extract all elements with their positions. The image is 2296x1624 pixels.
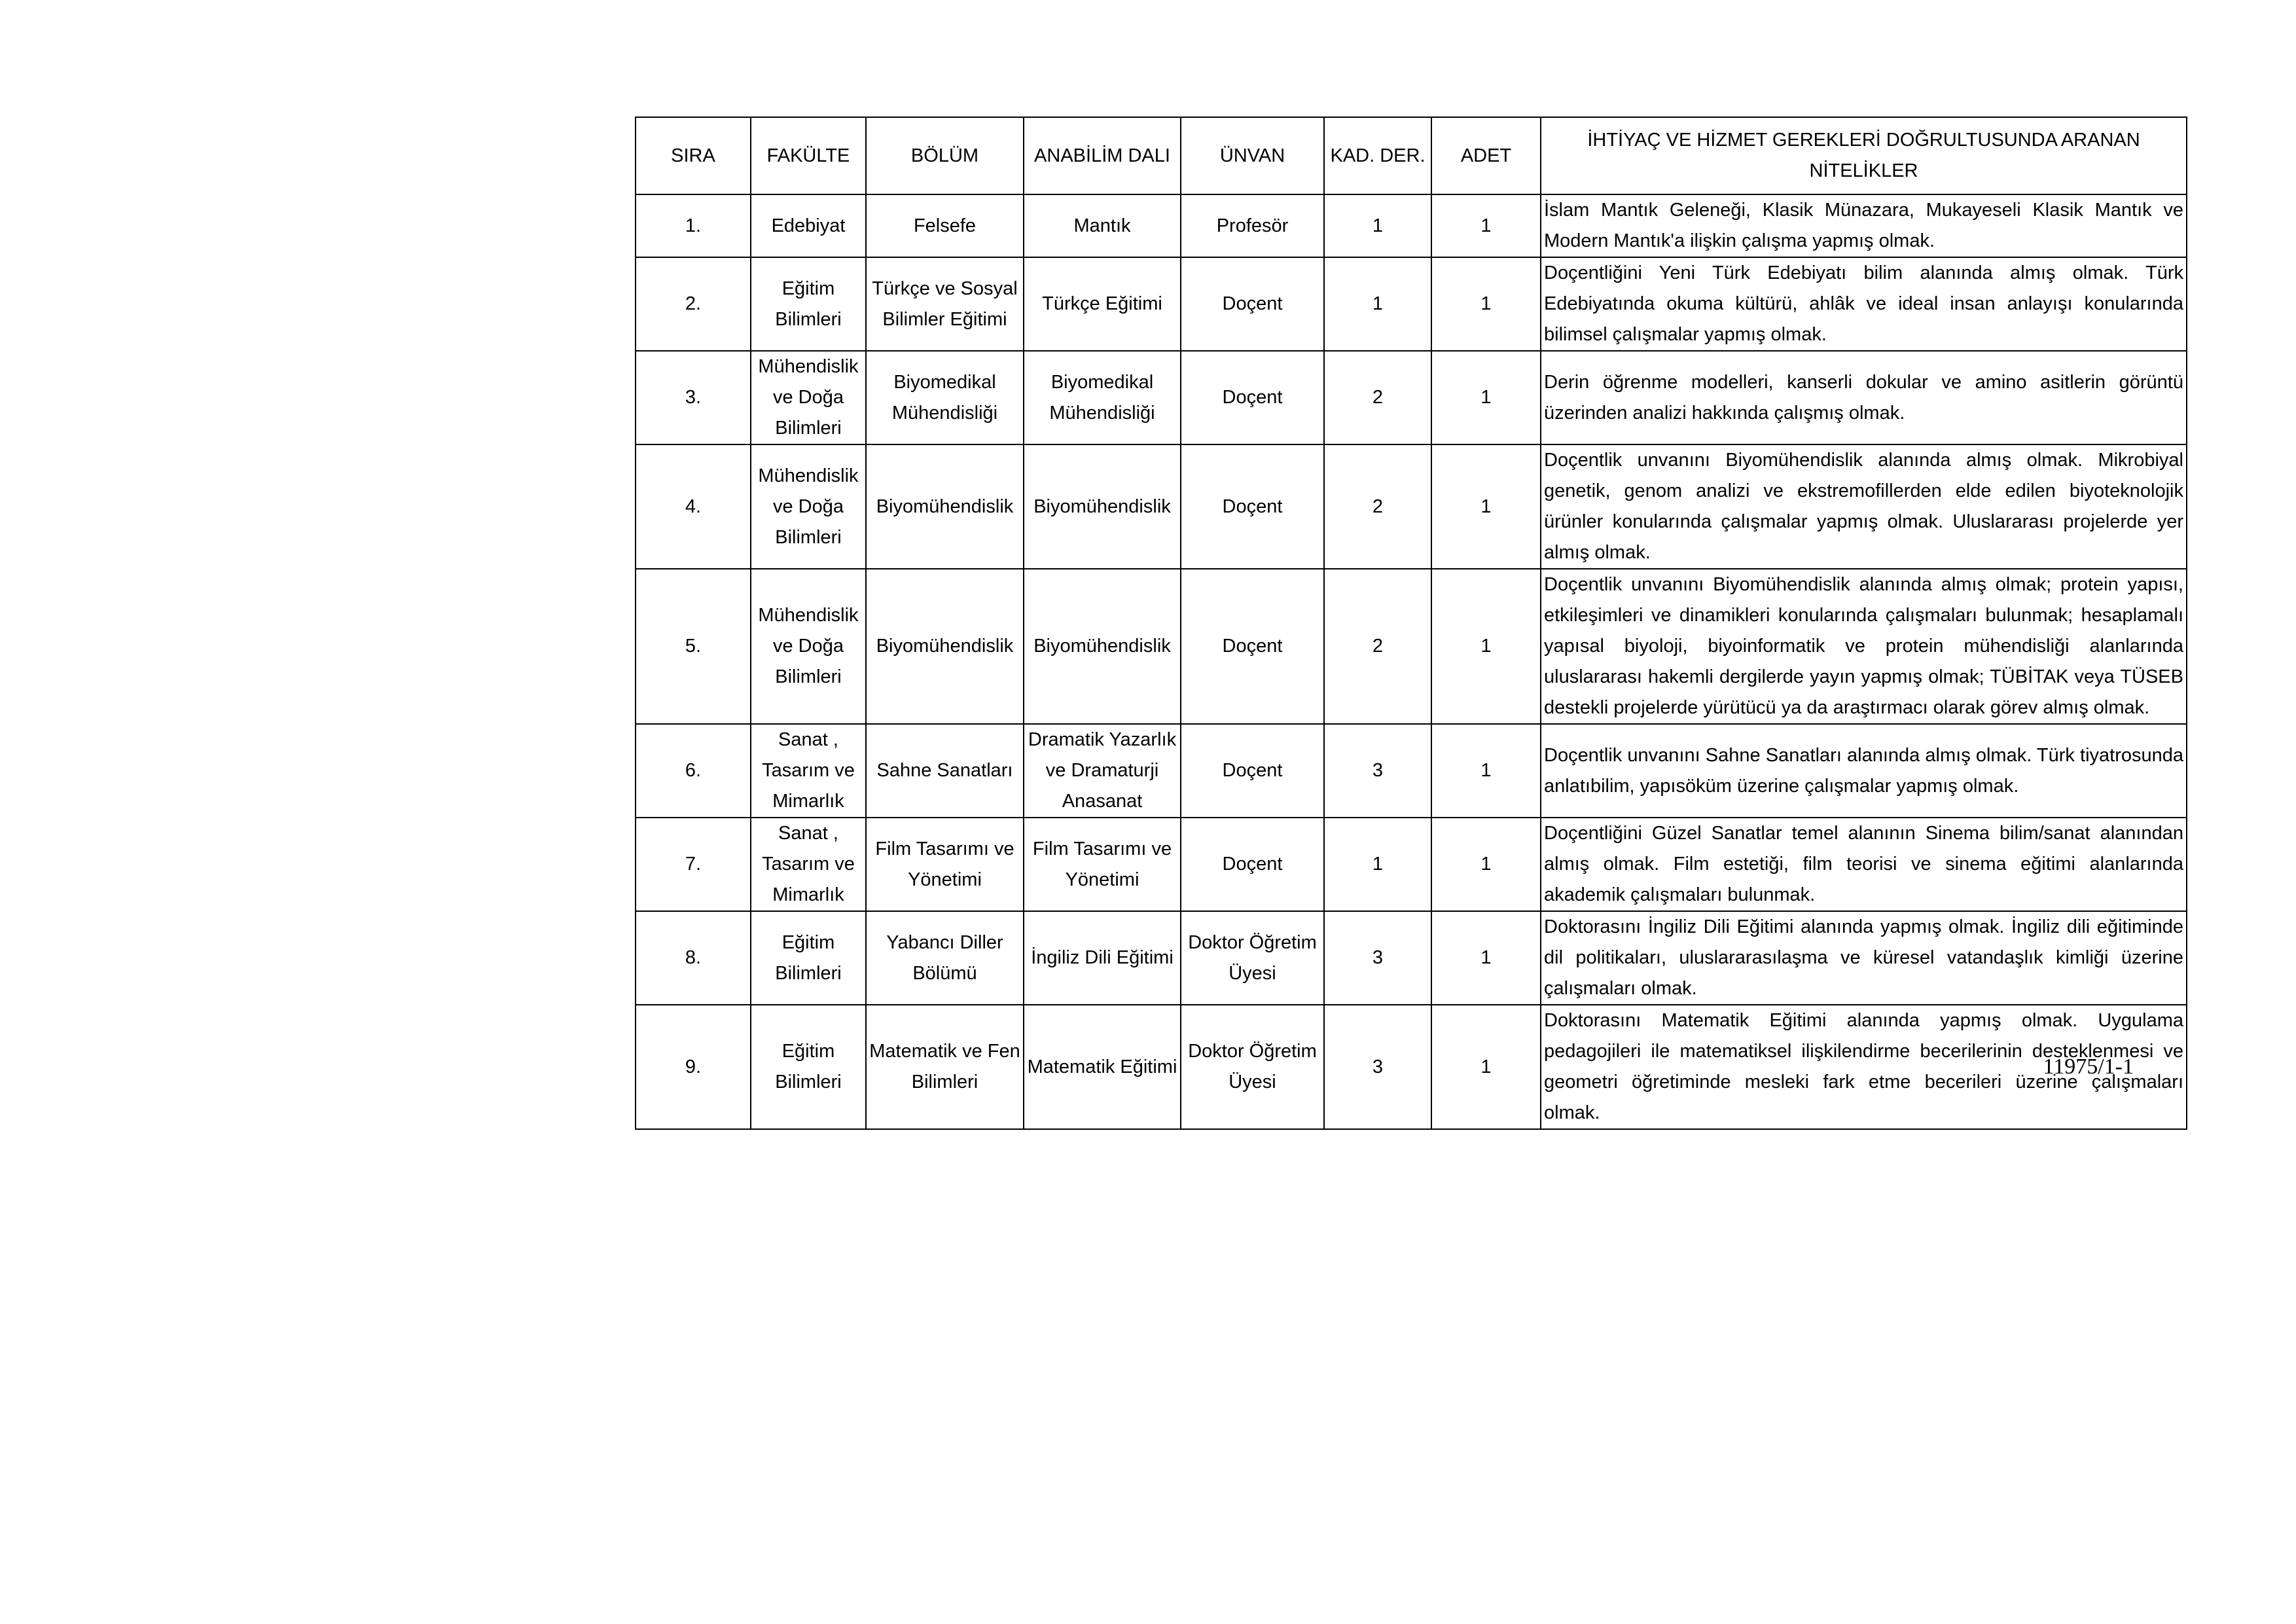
cell-anabilim-dali: Biyomedikal Mühendisliği [1024,351,1181,444]
cell-adet: 1 [1431,444,1541,569]
cell-bolum: Biyomühendislik [866,444,1024,569]
cell-anabilim-dali: Biyomühendislik [1024,444,1181,569]
cell-fakulte: Eğitim Bilimleri [751,257,866,351]
cell-nitelikler: Doçentlik unvanını Sahne Sanatları alanında almış olmak. Türk tiyatrosunda anlatıbilim, yapısöküm üzerine çalışmalar yapmış olmak. [1541,724,2187,818]
cell-bolum: Felsefe [866,194,1024,257]
cell-fakulte: Sanat , Tasarım ve Mimarlık [751,818,866,911]
cell-sira: 5. [636,569,751,724]
cell-sira: 7. [636,818,751,911]
cell-anabilim-dali: İngiliz Dili Eğitimi [1024,911,1181,1005]
cell-adet: 1 [1431,194,1541,257]
cell-kad-der: 2 [1324,569,1431,724]
cell-unvan: Doçent [1181,351,1324,444]
header-unvan: ÜNVAN [1181,117,1324,194]
cell-bolum: Film Tasarımı ve Yönetimi [866,818,1024,911]
header-fakulte: FAKÜLTE [751,117,866,194]
cell-adet: 1 [1431,257,1541,351]
cell-sira: 3. [636,351,751,444]
cell-kad-der: 2 [1324,351,1431,444]
cell-adet: 1 [1431,351,1541,444]
cell-bolum: Biyomühendislik [866,569,1024,724]
cell-unvan: Doçent [1181,818,1324,911]
table-row [636,444,2187,569]
cell-nitelikler: Doktorasını İngiliz Dili Eğitimi alanında yapmış olmak. İngiliz dili eğitiminde dil politikaları, uluslararasılaşma ve küresel vatandaşlık kimliği üzerine çalışmaları olmak. [1541,911,2187,1005]
cell-bolum: Biyomedikal Mühendisliği [866,351,1024,444]
cell-nitelikler: Doktorasını Matematik Eğitimi alanında yapmış olmak. Uygulama pedagojileri ile matematiksel ilişkilendirme becerilerinin desteklenmesi ve geometri öğretiminde mesleki fark etme becerileri üzerine çalışmaları olmak. [1541,1005,2187,1129]
cell-nitelikler: Doçentlik unvanını Biyomühendislik alanında almış olmak. Mikrobiyal genetik, genom analizi ve ekstremofillerden elde edilen biyoteknolojik ürünler konularında çalışmalar yapmış olmak. Uluslararası projelerde yer almış olmak. [1541,444,2187,569]
positions-table [635,117,2187,1130]
cell-unvan: Doktor Öğretim Üyesi [1181,1005,1324,1129]
cell-kad-der: 1 [1324,257,1431,351]
cell-kad-der: 1 [1324,818,1431,911]
cell-fakulte: Mühendislik ve Doğa Bilimleri [751,351,866,444]
cell-nitelikler: Doçentlik unvanını Biyomühendislik alanında almış olmak; protein yapısı, etkileşimleri ve dinamikleri konularında çalışmaları bulunmak; hesaplamalı yapısal biyoloji, biyoinformatik ve protein mühendisliği alanlarında uluslararası hakemli dergilerde yayın yapmış olmak; TÜBİTAK veya TÜSEB destekli projelerde yürütücü ya da araştırmacı olarak görev almış olmak. [1541,569,2187,724]
cell-adet: 1 [1431,1005,1541,1129]
header-nitelikler: İHTİYAÇ VE HİZMET GEREKLERİ DOĞRULTUSUNDA ARANAN NİTELİKLER [1541,117,2187,194]
cell-sira: 9. [636,1005,751,1129]
cell-anabilim-dali: Matematik Eğitimi [1024,1005,1181,1129]
cell-fakulte: Mühendislik ve Doğa Bilimleri [751,444,866,569]
cell-kad-der: 3 [1324,1005,1431,1129]
cell-sira: 2. [636,257,751,351]
cell-kad-der: 3 [1324,911,1431,1005]
header-adet: ADET [1431,117,1541,194]
cell-nitelikler: Doçentliğini Yeni Türk Edebiyatı bilim alanında almış olmak. Türk Edebiyatında okuma kültürü, ahlâk ve ideal insan anlayışı konularında bilimsel çalışmalar yapmış olmak. [1541,257,2187,351]
cell-fakulte: Mühendislik ve Doğa Bilimleri [751,569,866,724]
cell-anabilim-dali: Türkçe Eğitimi [1024,257,1181,351]
cell-anabilim-dali: Mantık [1024,194,1181,257]
table-row [636,257,2187,351]
cell-sira: 1. [636,194,751,257]
cell-adet: 1 [1431,569,1541,724]
table-row [636,569,2187,724]
cell-unvan: Profesör [1181,194,1324,257]
header-kad-der: KAD. DER. [1324,117,1431,194]
cell-fakulte: Edebiyat [751,194,866,257]
header-row [636,117,2187,194]
cell-unvan: Doçent [1181,569,1324,724]
header-sira: SIRA [636,117,751,194]
cell-fakulte: Sanat , Tasarım ve Mimarlık [751,724,866,818]
header-anabilim-dali: ANABİLİM DALI [1024,117,1181,194]
cell-kad-der: 2 [1324,444,1431,569]
cell-adet: 1 [1431,911,1541,1005]
cell-sira: 6. [636,724,751,818]
cell-unvan: Doçent [1181,257,1324,351]
table-header [636,117,2187,194]
cell-kad-der: 1 [1324,194,1431,257]
cell-bolum: Matematik ve Fen Bilimleri [866,1005,1024,1129]
cell-kad-der: 3 [1324,724,1431,818]
cell-bolum: Sahne Sanatları [866,724,1024,818]
cell-nitelikler: Doçentliğini Güzel Sanatlar temel alanının Sinema bilim/sanat alanından almış olmak. Film estetiği, film teorisi ve sinema eğitimi alanlarında akademik çalışmaları bulunmak. [1541,818,2187,911]
table-row [636,194,2187,257]
table-row [636,724,2187,818]
cell-adet: 1 [1431,724,1541,818]
cell-unvan: Doçent [1181,724,1324,818]
header-bolum: BÖLÜM [866,117,1024,194]
cell-adet: 1 [1431,818,1541,911]
cell-anabilim-dali: Dramatik Yazarlık ve Dramaturji Anasanat [1024,724,1181,818]
announcement-sheet [635,117,2186,1130]
table-row [636,911,2187,1005]
table-row [636,1005,2187,1129]
cell-fakulte: Eğitim Bilimleri [751,1005,866,1129]
table-row [636,351,2187,444]
cell-fakulte: Eğitim Bilimleri [751,911,866,1005]
cell-sira: 8. [636,911,751,1005]
cell-bolum: Türkçe ve Sosyal Bilimler Eğitimi [866,257,1024,351]
document-code: 11975/1-1 [2043,1055,2134,1079]
cell-bolum: Yabancı Diller Bölümü [866,911,1024,1005]
cell-unvan: Doçent [1181,444,1324,569]
cell-anabilim-dali: Biyomühendislik [1024,569,1181,724]
cell-anabilim-dali: Film Tasarımı ve Yönetimi [1024,818,1181,911]
cell-unvan: Doktor Öğretim Üyesi [1181,911,1324,1005]
cell-sira: 4. [636,444,751,569]
cell-nitelikler: Derin öğrenme modelleri, kanserli dokular ve amino asitlerin görüntü üzerinden analizi hakkında çalışmış olmak. [1541,351,2187,444]
table-row [636,818,2187,911]
table-body [636,194,2187,1129]
cell-nitelikler: İslam Mantık Geleneği, Klasik Münazara, Mukayeseli Klasik Mantık ve Modern Mantık'a ilişkin çalışma yapmış olmak. [1541,194,2187,257]
